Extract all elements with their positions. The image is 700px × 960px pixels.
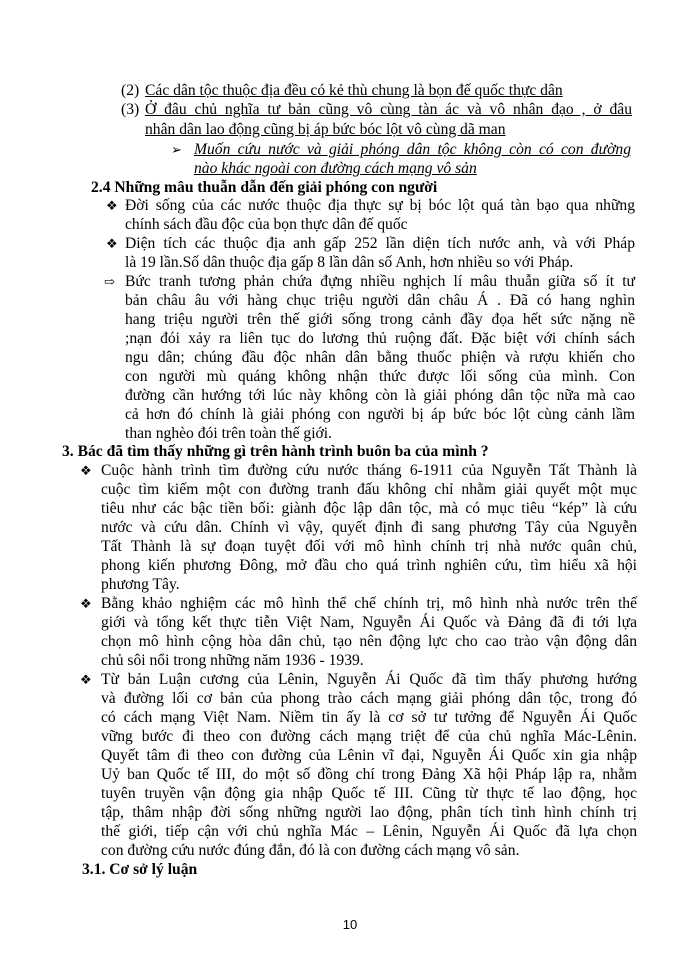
bullet-line: ;nạn đói xảy ra liên tục do lương thủ ruộng đất. Đặc biệt với chính sách bbox=[125, 330, 635, 347]
paragraph-line: tiêu như các bậc tiền bối: giành độc lập dân tộc, mà có mục tiêu “kép” là cứu bbox=[101, 500, 637, 517]
paragraph-line: giới và tổng kết thực tiễn Việt Nam, Nguyễn Ái Quốc và Đảng đã đi tới lựa bbox=[101, 614, 637, 631]
diamond-bullet-icon: ❖ bbox=[80, 463, 92, 478]
paragraph-line: và đường lối cơ bản của phong trào cách mạng giải phóng dân tộc, trong đó bbox=[101, 690, 637, 707]
list-number: (2) bbox=[121, 82, 140, 99]
bullet-line: là 19 lần.Số dân thuộc địa gấp 8 lần dân số Anh, hơn nhiều so với Pháp. bbox=[125, 254, 574, 271]
page-number: 10 bbox=[342, 917, 358, 932]
conclusion-line: nào khác ngoài con đường cách mạng vô sản bbox=[194, 160, 477, 177]
paragraph-line: tuyên truyền vận động gia nhập Quốc tế III. Cũng từ thực tế lao động, học bbox=[101, 785, 637, 802]
paragraph-line: con đường cứu nước đúng đắn, đó là con đường cách mạng vô sản. bbox=[101, 842, 520, 859]
paragraph-line: cuộc tìm kiếm một con đường tranh đấu không chỉ nhằm giải quyết một mục bbox=[101, 481, 637, 498]
bullet-line: than nghèo đói trên toàn thế giới. bbox=[125, 425, 333, 442]
hollow-arrow-icon: ⇨ bbox=[104, 274, 115, 289]
paragraph-line: tập, thâm nhập đời sống những người lao động, phân tích tình hình chính trị bbox=[101, 804, 637, 821]
paragraph-line: Uỷ ban Quốc tế III, do một số đồng chí trong Đảng Xã hội Pháp lập ra, nhằm bbox=[101, 766, 637, 783]
bullet-line: cả hơn đó chính là giải phóng con người bị áp bức bóc lột cùng cảnh lầm bbox=[125, 406, 635, 423]
conclusion-line: Muốn cứu nước và giải phóng dân tộc không còn có con đường bbox=[194, 141, 631, 158]
paragraph-line: chủ sôi nổi trong những năm 1936 - 1939. bbox=[101, 652, 364, 669]
bullet-line: bản châu âu với hàng chục triệu người dân châu Á . Đã có hang nghìn bbox=[125, 292, 635, 309]
diamond-bullet-icon: ❖ bbox=[106, 236, 118, 251]
diamond-bullet-icon: ❖ bbox=[80, 672, 92, 687]
list-number: (3) bbox=[121, 101, 140, 118]
bullet-line: ngu dân; chúng đầu độc nhân dân bằng thuốc phiện và rượu khiến cho bbox=[125, 349, 635, 366]
paragraph-line: Từ bản Luận cương của Lênin, Nguyễn Ái Quốc đã tìm thấy phương hướng bbox=[101, 671, 637, 688]
list-item-3-line: nhân dân lao động cũng bị áp bức bóc lột vô cùng dã man bbox=[145, 121, 506, 138]
paragraph-line: thế giới, tiếp cận với chủ nghĩa Mác – Lênin, Nguyễn Ái Quốc đã lựa chọn bbox=[101, 823, 637, 840]
arrow-bullet-icon: ➢ bbox=[171, 142, 182, 157]
paragraph-line: Tất Thành là sự đoạn tuyệt đối với mô hình chính trị nhà nước quân chủ, bbox=[101, 538, 637, 555]
list-item-3-line: Ở đâu chủ nghĩa tư bản cũng vô cùng tàn ác và vô nhân đạo , ở đâu bbox=[145, 101, 632, 118]
paragraph-line: nước và cứu dân. Chính vì vậy, quyết định đi sang phương Tây của Nguyễn bbox=[101, 519, 637, 536]
bullet-line: hang triệu người trên thế giới sống trong cảnh đầy đọa hết sức nặng nề bbox=[125, 311, 635, 328]
paragraph-line: có cách mạng Việt Nam. Niềm tin ấy là cơ sở tư tưởng để Nguyễn Ái Quốc bbox=[101, 709, 637, 726]
bullet-line: chính sách đầu độc của bọn thực dân đế quốc bbox=[125, 216, 408, 233]
diamond-bullet-icon: ❖ bbox=[80, 596, 92, 611]
bullet-line: Diện tích các thuộc địa anh gấp 252 lần diện tích nước anh, và với Pháp bbox=[125, 235, 635, 252]
list-item-2: Các dân tộc thuộc địa đều có kẻ thù chung là bọn đế quốc thực dân bbox=[145, 82, 563, 99]
sub-heading: 3.1. Cơ sở lý luận bbox=[82, 861, 198, 878]
paragraph-line: Quyết tâm đi theo con đường của Lênin vĩ đại, Nguyễn Ái Quốc xin gia nhập bbox=[101, 747, 637, 764]
section-heading: 2.4 Những mâu thuẫn dẫn đến giải phóng con người bbox=[91, 179, 438, 196]
paragraph-line: chọn mô hình cộng hòa dân chủ, tạo nên động lực cho cao trào vận động dân bbox=[101, 633, 637, 650]
paragraph-line: vững bước đi theo con đường cách mạng triệt để của chủ nghĩa Mác-Lênin. bbox=[101, 728, 637, 745]
paragraph-line: phong kiến phương Đông, mở đầu cho quá trình nghiên cứu, tìm hiểu xã hội bbox=[101, 557, 637, 574]
bullet-line: đường cần hướng tới lúc này không còn là giải phóng dân tộc nữa mà cao bbox=[125, 387, 635, 404]
paragraph-line: phương Tây. bbox=[101, 576, 180, 593]
paragraph-line: Bằng khảo nghiệm các mô hình thể chế chính trị, mô hình nhà nước trên thế bbox=[101, 595, 637, 612]
diamond-bullet-icon: ❖ bbox=[106, 198, 118, 213]
bullet-line: con người mù quáng không nhận thức được lối sống của mình. Con bbox=[125, 368, 635, 385]
bullet-line: Bức tranh tương phản chứa đựng nhiều nghịch lí mâu thuẫn giữa số ít tư bbox=[125, 273, 635, 290]
section-heading: 3. Bác đã tìm thấy những gì trên hành trình buôn ba của mình ? bbox=[62, 443, 489, 460]
bullet-line: Đời sống của các nước thuộc địa thực sự bị bóc lột quá tàn bạo qua những bbox=[125, 197, 635, 214]
paragraph-line: Cuộc hành trình tìm đường cứu nước tháng 6-1911 của Nguyễn Tất Thành là bbox=[101, 462, 637, 479]
